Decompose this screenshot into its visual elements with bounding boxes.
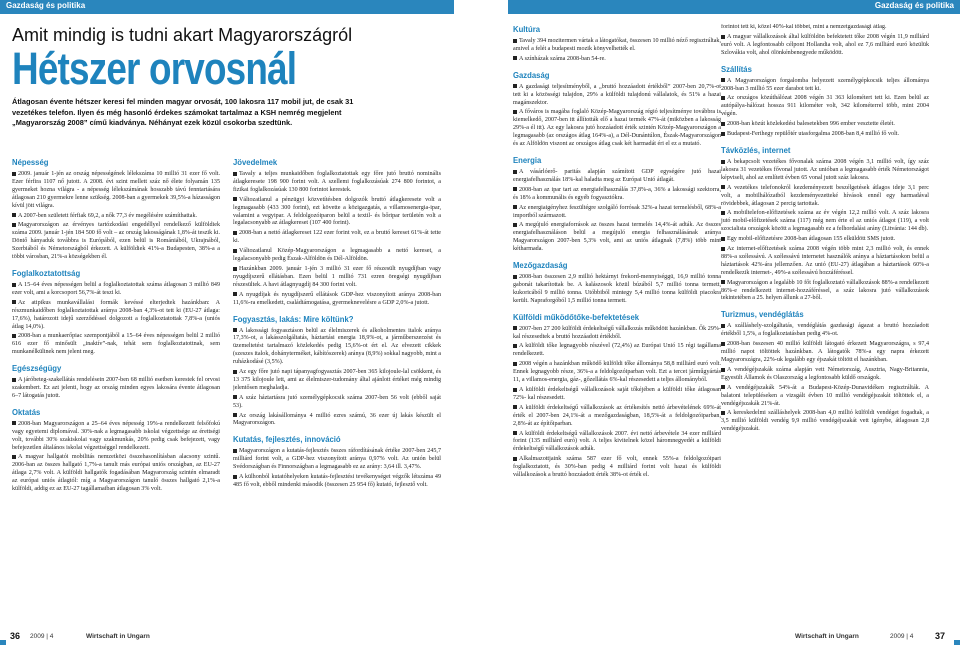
paragraph-text: A kereskedelmi szálláshelyek 2008-ban 4,0 millió külföldi vendéget fogadtak, a 3,5 millió külföldi vendég 9,9 millió vendégéjszakát vett igénybe, átlagosan 2,8 vendégéjszakát. (721, 410, 929, 433)
section-heading: Egészségügy (12, 363, 62, 374)
section-heading: Távközlés, internet (721, 144, 791, 155)
article-section (233, 314, 441, 429)
square-bullet-icon (513, 457, 517, 461)
body-paragraph (721, 95, 929, 119)
paragraph-text: A vendégéjszakák száma alapján vett Németország, Ausztria, Nagy-Britannia, Egyesült Államok és Olaszország a legfontosabb küldő országok. (721, 366, 929, 381)
footer-bar-right (954, 640, 960, 645)
section-label-right: Gazdaság és politika (874, 1, 954, 10)
body-paragraph (513, 387, 721, 403)
body-paragraph (233, 248, 441, 264)
issue-right: 2009 | 4 (890, 633, 914, 640)
body-paragraph (721, 367, 929, 383)
square-bullet-icon (513, 84, 517, 88)
section-heading: Kutatás, fejlesztés, innováció (233, 434, 341, 445)
body-paragraph (721, 185, 929, 209)
square-bullet-icon (721, 211, 725, 215)
paragraph-text: Az ország lakásállománya 4 millió ezres számú, 36 ezer új lakás készült el Magyarországon. (233, 412, 441, 427)
paragraph-text: 2008-ban összesen 2,9 millió hektárnyi frekord-mennyiséggü, 16,9 millió tonna gabonát takarítottak be. A kalászosok közül búzából 5,7 millió tonna termett, kukoricából 9 millió tonna. Utóbbiból mintegy 5,4 millió tonna külföldi piacokra került. Napraforgóból 1,5 millió tonna termett. (513, 274, 721, 304)
paragraph-text: A vásárlóerő- paritás alapján számított GDP egységére jutó hazai energiafelhasználás 18%-kal haladta meg az Európai Unió átlagát. (513, 168, 721, 183)
page-number-left: 36 (10, 631, 21, 641)
paragraph-text: Az energiaigényhez feszültégre szolgáló forrósak 32%-a hazai termelésből, 68%-a importból származott. (513, 204, 721, 219)
paragraph-text: A bekapcsolt vezetékes fővonalak száma 2008 végén 3,1 millió volt, így száz lakosra 31 vezetékes fővonal jutott. Az unióban a legmagasabb érték Németországot képviseli, ahol az említett évben 65 vonal jutott száz lakosra. (721, 158, 929, 181)
body-paragraph (233, 369, 441, 393)
text-column-1 (12, 157, 220, 615)
section-heading: Kultúra (513, 24, 541, 34)
body-paragraph (233, 230, 441, 246)
square-bullet-icon (513, 431, 517, 435)
article-section (721, 64, 929, 139)
paragraph-text: A megújuló energiaforrások az összes hazai termelés 14,4%-át adták. Az összes energiafelhasználáson belül a megújuló energia felhasználásának aránya Magyarországon 2007-ben 5,3% volt, ami az uniós átlagnak (7,8%) több mint kétharmada. (513, 222, 721, 253)
square-bullet-icon (12, 334, 16, 338)
square-bullet-icon (12, 223, 16, 227)
square-bullet-icon (721, 324, 725, 328)
paragraph-text: Magyarországon a legalább 10 főt foglalkoztató vállalkozások 88%-a rendelkezett 86%-e rendelkezett internet-hozzáféréssel, a száz lakosra jutó vállalkozások tekintetében a 25. helyen állunk a 27-ből. (721, 279, 929, 302)
paragraph-text: forintot tett ki, közel 40%-kal többet, mint a nemzetgazdasági átlag. (721, 24, 887, 30)
body-paragraph (721, 236, 929, 244)
square-bullet-icon (721, 280, 725, 284)
body-paragraph (721, 210, 929, 234)
paragraph-text: 2008-ban az ipar tart az energiafelhasználás 37,8%-a, 36% a lakossági szektorra, és 18% a kommunális és egyéb fogyasztókra. (513, 186, 721, 201)
paragraph-text: Tavaly a teljes munkaidőben foglalkoztatottak egy főre jutó bruttó nominális átlagkeresete 198 900 forint volt. A szellemi foglalkozásúak 274 800 forintot, a fizikai foglalkozásúak 130 800 forintot kerestek. (233, 171, 441, 193)
issue-left: 2009 | 4 (30, 633, 54, 640)
body-paragraph (513, 361, 721, 385)
square-bullet-icon (513, 223, 517, 227)
body-paragraph (12, 282, 220, 298)
paragraph-text: A Magyarországon forgalomba helyezett személygépkocsik teljes állománya 2008-ban 3 millió 55 ezer darabot tett ki. (721, 77, 929, 92)
text-column-4 (721, 24, 929, 615)
square-bullet-icon (513, 110, 517, 114)
body-paragraph (12, 171, 220, 211)
section-heading: Népesség (12, 157, 49, 167)
paragraph-text: Az atipikus munkavállalási formák kevéssé elterjedtek hazánkban: A részmunkaidőben foglalkoztatottak aránya 2008-ban 4,3%-ot tett ki (EU-27 átlaga: 17,6%), határozott idejű szerződéssel dolgozott a foglalkoztatottak 7,8%-a (uniós átlag 14,0%). (12, 299, 220, 330)
square-bullet-icon (513, 39, 517, 43)
body-paragraph (233, 292, 441, 308)
paragraph-text: 2008-ban a munkaerőpiac szempontjából a 15–64 éves népességen belül 2 millió 616 ezer fő minősült „inaktív”-nak, tehát sem foglalkoztatottnak, sem munkanélkülinek nem jelent meg. (12, 333, 220, 356)
body-paragraph (721, 121, 929, 129)
body-paragraph (721, 246, 929, 278)
body-paragraph (233, 474, 441, 490)
paragraph-text: A külföldi érdekeltségű vállalkozások 2007. évi nettó árbevétele 34 ezer milliárd forint (135 milliárd euró) volt. A teljes kivitelnek közel háromnegyedét a külföldi érdekeltségű vállalkozások adták. (513, 430, 721, 453)
paragraph-text: A magyar vállalkozások által külföldön befektetett tőke 2008 végén 11,9 milliárd euró volt. A legfontosabb célpont Hollandia volt, ahol ez 7,6 milliárd euró közülük Szlovákia volt, ahol ölönkénbenegyede működött. (721, 33, 929, 56)
square-bullet-icon (233, 292, 237, 296)
paragraph-text: 2009. január 1-jén az ország népességének lélekszáma 10 millió 31 ezer fő volt. Ezer férfira 1107 nő jutott. A 2008. évi szint mellett száz nő élete folyamán 135 gyermeket hozna világra - a népesség lélekszámának hosszabb távú fenntartására átlagosan 210 gyermekre lenne szükség. 2008-ban a gyermekek 39,5%-a házasságon kívül jött világra. (12, 171, 220, 209)
header-bar-right (508, 0, 960, 14)
article-section (12, 157, 220, 262)
body-paragraph (12, 421, 220, 453)
paragraph-text: Budapest-Ferihegy repülőtér utasforgalma 2008-ban 8,4 millió fő volt. (727, 131, 899, 138)
section-heading: Energia (513, 154, 542, 165)
body-paragraph (233, 328, 441, 368)
body-paragraph (513, 456, 721, 480)
body-paragraph (513, 326, 721, 342)
article-section (12, 363, 220, 401)
square-bullet-icon (233, 328, 237, 332)
square-bullet-icon (513, 56, 517, 60)
square-bullet-icon (513, 187, 517, 191)
square-bullet-icon (721, 411, 725, 415)
paragraph-text: A külhonból kutatóhelyeken kutatás-fejlesztési tevékenységet végzők létszáma 49 485 fő volt, ebből mindenki második (összesen 25 954 fő) kutató, fejlesztő volt. (233, 474, 441, 488)
article-section (513, 24, 721, 64)
square-bullet-icon (12, 300, 16, 304)
section-label-left: Gazdaság és politika (6, 1, 86, 10)
square-bullet-icon (721, 35, 725, 39)
body-paragraph (513, 169, 721, 185)
body-paragraph (513, 274, 721, 306)
section-heading: Oktatás (12, 406, 41, 417)
square-bullet-icon (721, 132, 725, 136)
square-bullet-icon (233, 370, 237, 374)
paragraph-text: A 15–64 éves népességen belül a foglalkoztatottak száma átlagosan 3 millió 849 ezer volt, ami a korcsoport 56,7%-át teszi ki. (12, 281, 220, 296)
paragraph-text: Az egy főre jutó napi tápanyagfogyasztás 2007-ben 365 kilojoule-lal csökkent, és 13 375 kilojoule lett, ami az élelmiszer-tudomány által ajánlott értéket még mindig jelentősen meghaladja. (233, 369, 441, 391)
square-bullet-icon (233, 172, 237, 176)
paragraph-text: 2008-ban a nettó átlagkereset 122 ezer forint volt, ez a bruttó kereset 61%-át tette ki. (233, 230, 441, 245)
square-bullet-icon (233, 249, 237, 253)
square-bullet-icon (233, 231, 237, 235)
article-section (513, 155, 721, 254)
paragraph-text: A mobiltelefon-előfizetések száma az év végén 12,2 millió volt. A száz lakosra jutó mobil-előfizetések száma (117) még nem érte el az uniós átlagot (119), a volt szocialista országok között a legmagasabb ez a felhordalási arány (Litvánia: 144 db). (721, 210, 929, 233)
body-paragraph (721, 24, 929, 32)
square-bullet-icon (513, 205, 517, 209)
square-bullet-icon (12, 421, 16, 425)
paragraph-text: A külföldi tőke legnagyobb részével (72,4%) az Európai Unió 15 régi tagállama rendelkezett. (513, 343, 721, 358)
text-column-2 (233, 157, 441, 615)
body-paragraph (721, 280, 929, 304)
paragraph-text: Tavaly 394 mozitermen vártak a látogatókat, összesen 10 millió néző regisztráltak, amivel a felét a budapesti mozik könyvelhették el. (513, 38, 721, 52)
body-paragraph (12, 300, 220, 332)
paragraph-text: A 2007-ben született férfiak 69,2, a nők 77,3 év megélésére számíthattak. (18, 212, 198, 219)
square-bullet-icon (721, 185, 725, 189)
square-bullet-icon (721, 385, 725, 389)
paragraph-text: Magyarországon a kutatás-fejlesztés összes ráfordításának értéke 2007-ben 245,7 milliárd forint volt, a GDP-hez viszonyított aránya 0,97% volt. Az unión belül Svédországban és Finnországban a legmagasabb ez az arány: 3,64 ill. 3,47%. (233, 448, 441, 471)
paragraph-text: A magyar hallgatói mobilitás nemzetközi összehasonlításban alacsony szintű. 2006-ban az összes hallgató 1,7%-a tanult más európai uniós országban, az EU-27 átlaga 2,7% volt. A külföldi hallgatók fogadásában Magyarország szintén elmaradt az európai uniós átlagtól: míg a Magyarországon tanuló összes hallgató 2,1%-a külföldi, addig ez az EU-27 tagállamaiban átlagosan 3% volt. (12, 454, 220, 493)
body-paragraph (513, 343, 721, 359)
article-lead: Átlagosan évente hétszer keresi fel minden magyar orvosát, 100 lakosra 117 mobil jut, de csak 31 vezetékes telefon. Ilyen és még hasonló érdekes számokat tartalmaz a KSH nemrég megjelent „Magyarország 2008” című kiadványa. Néhányat ezek közül csokorba szedtünk. (12, 97, 354, 127)
square-bullet-icon (721, 247, 725, 251)
body-paragraph (513, 84, 721, 108)
article-subtitle: Amit mindig is tudni akart Magyarországról (12, 25, 353, 45)
article-section (513, 260, 721, 306)
paragraph-text: A nyugdíjak és nyugdíjszerű ellátások GDP-hez viszonyított aránya 2008-ban 11,6%-ra emelkedett, családtámogatása, gyermeknevelésre a GDP 2,0%-a jutott. (233, 291, 441, 306)
paragraph-text: Az internet-előfizetések száma 2008 végén több mint 2,3 millió volt, és ennek 88%-a szélessávú. A szélessávú internetet használók aránya a háztartásokon belül a háztartások 42%-ára jellemzően. Az unió (EU-27) átlagában a háztartások 60%-a rendelkezik internet-, 49%-a szélessávú hozzáféréssel. (721, 246, 929, 276)
square-bullet-icon (513, 405, 517, 409)
body-paragraph (12, 454, 220, 494)
paragraph-text: 2008-ban összesen 40 millió külföldi látogató érkezett Magyarországra, s 97,4 millió napot töltöttek hazánkban. A látogatók 78%-a egy napra érkezett Magyarországra, 22%-uk legalább egy éjszakát töltött el hazánkban. (721, 341, 929, 363)
article-section (721, 24, 929, 58)
article-section (721, 309, 929, 434)
section-heading: Szállítás (721, 63, 752, 74)
body-paragraph (233, 171, 441, 195)
body-paragraph (233, 448, 441, 472)
square-bullet-icon (513, 326, 517, 330)
body-paragraph (721, 385, 929, 409)
article-section (513, 70, 721, 149)
square-bullet-icon (721, 96, 725, 100)
square-bullet-icon (721, 78, 725, 82)
body-paragraph (721, 159, 929, 183)
header-bar-left (0, 0, 454, 14)
paragraph-text: Hazánkban 2009. január 1-jén 3 millió 31 ezer fő részesült nyugdíjban vagy nyugdíjszerű ellátásban. Ezen belül 1 millió 731 ezren öregségi nyugdíjban részesültek. A havi átlagnyugdíj 84 300 forint volt. (233, 265, 441, 288)
paragraph-text: Változatlanul Közép-Magyarországon a legmagasabb a nettó kereset, a legalacsonyabb pedig Észak-Alföldön és Dél-Alföldön. (233, 248, 441, 263)
footer-bar-left (0, 640, 6, 645)
square-bullet-icon (721, 237, 725, 241)
square-bullet-icon (513, 362, 517, 366)
paragraph-text: A száz háztartásra jutó személygépkocsik száma 2007-ben 56 volt (ebből saját 53). (233, 394, 441, 409)
paragraph-text: 2008-ban Magyarországon a 25–64 éves népesség 19%-a rendelkezett felsőfokú vagy egyetemi diplomával. 30%-nak a legmagasabb iskolai végzettsége az érettségi volt, további 30% szakiskolai vagy szakmunkás, 20% pedig csak befejezett, vagy befejezetlen általános iskolai végzettséggel rendelkezett. (12, 420, 220, 451)
paragraph-text: A vezetékes telefonokról kezdeményezett beszélgetések átlagos ideje 3,1 perc volt, a mobilhálózatból kezdeményezetteké hívások ennél egy harmadával rövidebbek, átlagosan 2 percig tartottak. (721, 184, 929, 207)
square-bullet-icon (233, 475, 237, 479)
body-paragraph (12, 333, 220, 357)
section-heading: Gazdaság (513, 69, 550, 80)
text-column-3 (513, 24, 721, 615)
paragraph-text: 2008 végén a hazánkban működő külföldi tőke állománya 58,8 milliárd euró volt. Ennek legnagyobb része, 36%-a a feldolgozóiparban volt. Ezt a tercet járműgyártás 11, a villamos-energia, gáz-, gőzellátás 6%-kal részesedett a teljes állományból. (513, 361, 721, 384)
article-section (12, 268, 220, 357)
paragraph-text: Magyarországon az érvényes tartózkodási engedéllyel rendelkező külföldiek száma 2009. január 1-jén 184 500 fő volt – az ország lakosságának 1,8%-át teszik ki. Döntő hányaduk továbbra is Európából, ezen belül is Romániából, Ukrajnából, Szerbiából és Németországból érkezett. A külföldiek 41%-a Budapesten, 38%-a a többi városban, 21%-a községekben él. (12, 222, 220, 261)
square-bullet-icon (721, 342, 725, 346)
page-number-right: 37 (935, 631, 946, 641)
square-bullet-icon (513, 388, 517, 392)
body-paragraph (721, 410, 929, 434)
body-paragraph (513, 431, 721, 455)
paragraph-text: A vendégéjszakák 54%-át a Budapest-Közép-Dunavidéken regisztrálták. A balatoni településeken a vizsgált évben 10 millió vendégéjszakát töltöttek el, a vendégéjszakák 21%-át. (721, 384, 929, 407)
paragraph-text: A színházak száma 2008-ban 54-re. (519, 55, 606, 62)
article-section (12, 407, 220, 494)
square-bullet-icon (12, 213, 16, 217)
body-paragraph (233, 197, 441, 229)
body-paragraph (513, 56, 721, 64)
paragraph-text: A szálláshely-szolgáltatás, vendéglátás gazdasági ágazat a bruttó hozzáadott értékből 1,5%, a foglalkoztatásban pedig 4%-ot. (721, 323, 929, 338)
body-paragraph (513, 205, 721, 221)
body-paragraph (513, 405, 721, 429)
paragraph-text: A lakossági fogyasztáson belül az élelmiszerek és alkoholmentes italok aránya 17,3%-ot, a lakásszolgáltatás, háztartási energia 18,9%-ot, a járműberszerzést és üzemeltetést tartalmazó közlekedés pedig 15,6%-ot ért el. Az elvezett cikkek (szeszes italok, dohányterméket, kábítószerek) aránya (8,9%) sokkal nagyobb, mint a ruházkodásé (3,5%). (233, 327, 441, 366)
paragraph-text: A járóbeteg-szakellátás rendelésein 2007-ben 68 millió esetben kerestek fel orvosi szakembert. Ez azt jelenti, hogy az ország minden egyes lakosára évente átlagosan 6–7 látogatás jutott. (12, 377, 220, 399)
section-heading: Külföldi működőtőke-befektetések (513, 311, 640, 322)
body-paragraph (513, 38, 721, 54)
square-bullet-icon (721, 160, 725, 164)
section-heading: Foglalkoztatottság (12, 267, 81, 278)
article-headline: Hétszer orvosnál (12, 43, 297, 94)
body-paragraph (513, 222, 721, 254)
body-paragraph (721, 78, 929, 94)
section-heading: Turizmus, vendéglátás (721, 309, 804, 320)
square-bullet-icon (721, 368, 725, 372)
section-heading: Jövedelmek (233, 157, 278, 167)
square-bullet-icon (233, 395, 237, 399)
paragraph-text: 2007-ben 27 200 külföldi érdekeltségű vállalkozás működött hazánkban. Ők 29%-kal részesedtek a bruttó hozzáadott értékből. (513, 325, 721, 340)
publication-title-left: Wirtschaft in Ungarn (86, 633, 150, 640)
square-bullet-icon (513, 344, 517, 348)
body-paragraph (513, 187, 721, 203)
paragraph-text: Változatlanul a pénzügyi közvetítésben dolgozók bruttó átlagkeresete volt a legmagasabb (433 300 forint), ezt követte a közigazgatás, a villamosenergia-ipar, valamint a vegyipar. A feldolgozóiparon belül a textil- és bőripar területén volt a legalacsonyabb az átlagkereset (107 400 forint). (233, 196, 441, 227)
paragraph-text: A főváros is magába foglaló Közép-Magyarország régió teljesítménye továbbra is kiemelkedő, 2007-ben itt állították elő a hazai termék 47%-át (miközben a lakosság 29%-a él itt). Az egy lakosra jutó hozzáadott érték szintén Közép-Magyarországon a legmagasabb (az országos átlag 164%-a), a Dél-Dunántúlon, Észak-Magyarországon és az Alföldön viszont az országos átlag csak két harmadát éri el ez a mutató. (513, 109, 721, 148)
section-heading: Mezőgazdaság (513, 260, 568, 271)
paragraph-text: Egy mobil-előfizetésre 2008-ban átlagosan 155 elküldött SMS jutott. (727, 236, 896, 243)
paragraph-text: Alkalmazottjaink száma 587 ezer fő volt, ennek 55%-a feldolgozóipari foglalkoztatott, és 30%-ban pedig 4 milliárd forint volt hazai és külföldi vállalkozások a bruttó hozzáadott érték 38%-ot érték el. (513, 456, 721, 479)
article-section (721, 145, 929, 303)
body-paragraph (721, 131, 929, 139)
paragraph-text: Az országos közúthálózat 2008 végén 31 363 kilométert tett ki. Ezen belül az autópálya-hálózat hossza 911 kilométer volt, 342 kilométerrel több, mint 2004 végén. (721, 95, 929, 118)
body-paragraph (12, 222, 220, 262)
paragraph-text: A gazdasági teljesítményből, a „bruttó hozzáadott értékből” 2007-ben 20,7%-ot tett ki a közösségi tulajdon, 29% a külföldi tulajdonú vállalatok, és 51% a hazai magánszektor. (513, 83, 721, 106)
square-bullet-icon (513, 275, 517, 279)
square-bullet-icon (12, 378, 16, 382)
body-paragraph (12, 213, 220, 221)
body-paragraph (233, 266, 441, 290)
square-bullet-icon (513, 170, 517, 174)
body-paragraph (12, 377, 220, 401)
square-bullet-icon (233, 413, 237, 417)
square-bullet-icon (12, 455, 16, 459)
square-bullet-icon (233, 197, 237, 201)
publication-title-right: Wirtschaft in Ungarn (795, 633, 859, 640)
square-bullet-icon (233, 449, 237, 453)
article-section (513, 312, 721, 480)
square-bullet-icon (12, 172, 16, 176)
article-section (233, 434, 441, 490)
section-heading: Fogyasztás, lakás: Mire költünk? (233, 313, 354, 324)
paragraph-text: A külföldi érdekeltségű vállalkozások az értékesítés nettó árbevételének 69%-át érték el 2007-ben 24,1%-át a mezőgazdaságban, 18,5%-át a feldolgozóiparban, 2,8%-át az építőiparban. (513, 404, 721, 427)
body-paragraph (721, 34, 929, 58)
square-bullet-icon (233, 267, 237, 271)
paragraph-text: A külföldi érdekeltségű vállalkozások saját tőkéjében a külföldi tőke átlagosan 72%- kal részesedett. (513, 387, 721, 401)
body-paragraph (233, 413, 441, 429)
body-paragraph (233, 395, 441, 411)
body-paragraph (721, 323, 929, 339)
paragraph-text: 2008-ban közút közlekedési balesetekben 996 ember vesztette életét. (727, 121, 895, 128)
article-section (233, 157, 441, 308)
body-paragraph (513, 109, 721, 149)
body-paragraph (721, 341, 929, 365)
square-bullet-icon (12, 283, 16, 287)
square-bullet-icon (721, 122, 725, 126)
